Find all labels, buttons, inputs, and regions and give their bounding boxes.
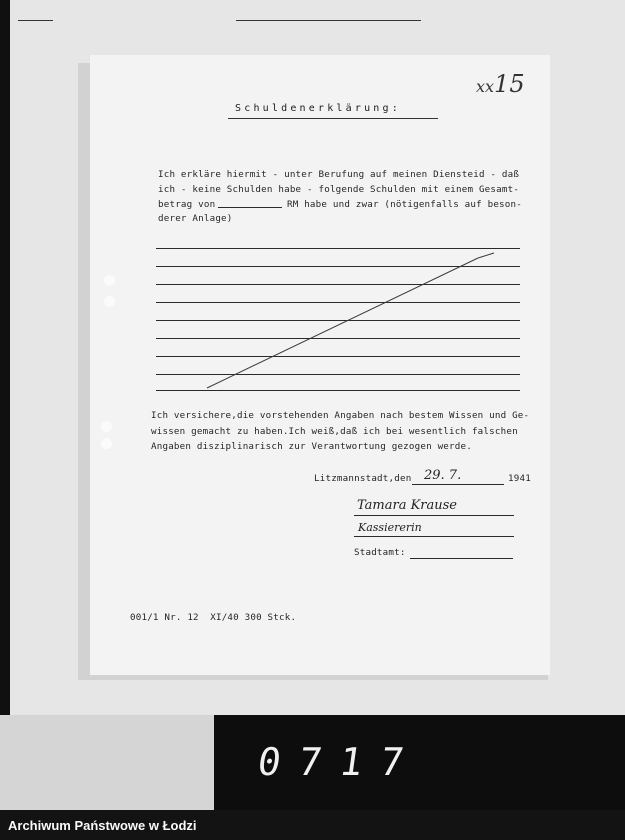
place-label: Litzmannstadt,den bbox=[314, 473, 412, 484]
handwritten-date: 29. 7. bbox=[424, 468, 462, 483]
stadtamt-line bbox=[410, 558, 513, 559]
declaration-line: betrag von bbox=[158, 199, 216, 210]
declaration-line: ich - keine Schulden habe - folgende Schulden mit einem Gesamt- bbox=[158, 184, 520, 195]
assurance-line: wissen gemacht zu haben.Ich weiß,daß ich bei wesentlich falschen bbox=[151, 426, 518, 437]
declaration-line: derer Anlage) bbox=[158, 213, 233, 224]
stadtamt-label: Stadtamt: bbox=[354, 547, 406, 558]
document-title: Schuldenerklärung: bbox=[235, 103, 401, 114]
signature-role: Kassiererin bbox=[358, 521, 422, 534]
form-code: 001/1 Nr. 12 XI/40 300 Stck. bbox=[130, 612, 297, 623]
declaration-line: Ich erkläre hiermit - unter Berufung auf meinen Diensteid - daß bbox=[158, 169, 520, 180]
frame-number: 0717 bbox=[254, 740, 425, 784]
declaration-line: RM habe und zwar (nötigenfalls auf beson- bbox=[287, 199, 522, 210]
date-line bbox=[412, 484, 504, 485]
folio-number: xx15 bbox=[476, 70, 525, 98]
signature-line bbox=[354, 515, 514, 516]
signature: Tamara Krause bbox=[357, 498, 458, 513]
year: 1941 bbox=[508, 473, 531, 484]
role-line bbox=[354, 536, 514, 537]
assurance-line: Ich versichere,die vorstehenden Angaben nach bestem Wissen und Ge- bbox=[151, 410, 530, 421]
archive-caption-bar bbox=[0, 810, 625, 840]
archive-caption: Archiwum Państwowe w Łodzi bbox=[8, 818, 197, 833]
assurance-line: Angaben disziplinarisch zur Verantwortung gezogen werde. bbox=[151, 441, 472, 452]
